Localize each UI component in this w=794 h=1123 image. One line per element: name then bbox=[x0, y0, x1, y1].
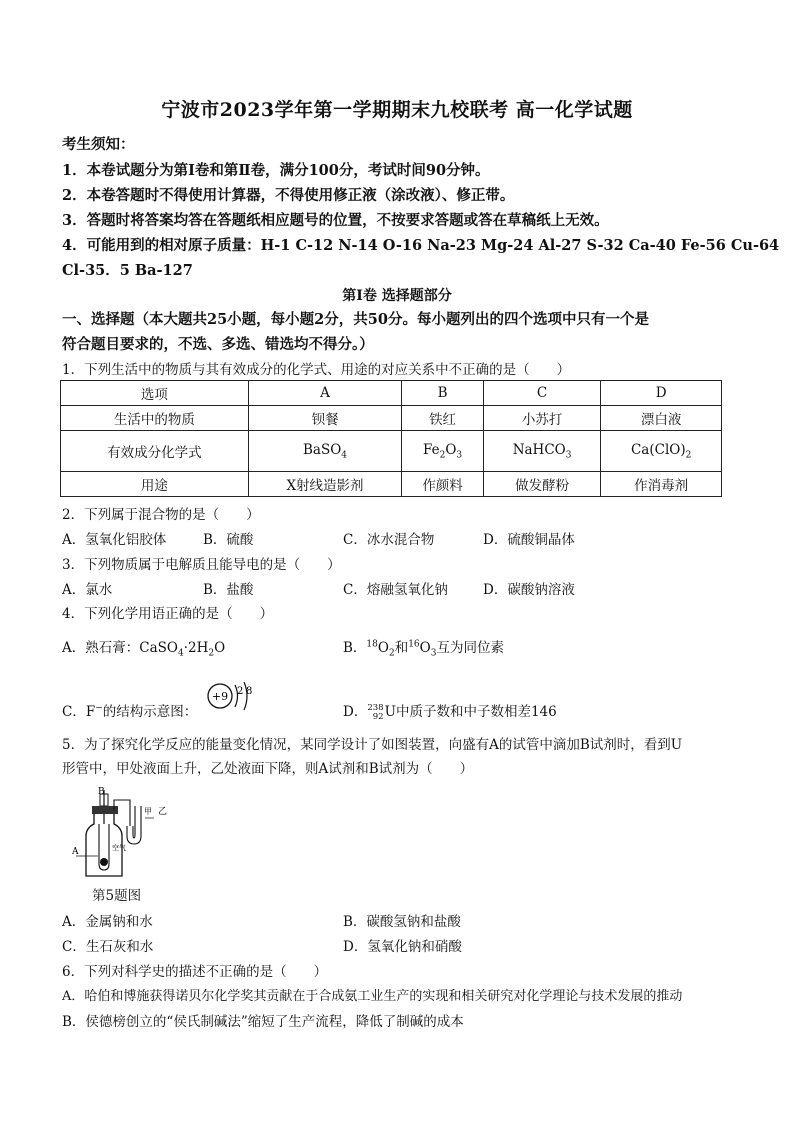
q2-option-b[interactable]: B．硫酸 bbox=[203, 532, 254, 548]
table-cell: C bbox=[483, 381, 600, 406]
q3-option-b[interactable]: B．盐酸 bbox=[203, 582, 254, 598]
q5-figure-caption: 第5题图 bbox=[92, 888, 142, 904]
table-row bbox=[61, 406, 722, 431]
table-row bbox=[61, 472, 722, 497]
q4-option-d[interactable]: D． 238 92 U中质子数和中子数相差146 bbox=[343, 702, 557, 722]
table-cell: A bbox=[248, 381, 402, 406]
q3-stem: 3．下列物质属于电解质且能导电的是（ ） bbox=[62, 557, 341, 573]
q6-option-a[interactable]: A．哈伯和博施获得诺贝尔化学奖其贡献在于合成氨工业生产的实现和相关研究对化学理论与技术发展的推动 bbox=[62, 989, 683, 1004]
table-cell: X射线造影剂 bbox=[248, 472, 402, 497]
q2-option-a[interactable]: A．氢氧化铝胶体 bbox=[62, 532, 167, 548]
nucleus-label: +9 bbox=[211, 690, 229, 703]
q3-option-d[interactable]: D．碳酸钠溶液 bbox=[483, 582, 575, 598]
q5-stem-line1: 5．为了探究化学反应的能量变化情况，某同学设计了如图装置，向盛有A的试管中滴加B试剂时，看到U bbox=[62, 737, 683, 753]
q2-option-d[interactable]: D．硫酸铜晶体 bbox=[483, 532, 575, 548]
label-air: 空气 bbox=[112, 844, 126, 852]
label-b: B bbox=[98, 787, 105, 797]
notice-item-4: 4．可能用到的相对原子质量：H-1 C-12 N-14 O-16 Na-23 Mg-24 Al-27 S-32 Ca-40 Fe-56 Cu-64 bbox=[62, 237, 780, 254]
table-cell: 有效成分化学式 bbox=[61, 431, 249, 472]
formula-cell-d: $Ca(ClO)_2$ bbox=[601, 431, 722, 472]
table-cell: 用途 bbox=[61, 472, 249, 497]
table-cell: 作消毒剂 bbox=[601, 472, 722, 497]
table-row bbox=[61, 431, 722, 472]
table-cell: D bbox=[601, 381, 722, 406]
shell-1-count: 2 bbox=[237, 686, 244, 697]
notice-item-2: 2．本卷答题时不得使用计算器，不得使用修正液（涂改液）、修正带。 bbox=[62, 187, 515, 204]
notice-item-1: 1．本卷试题分为第Ⅰ卷和第Ⅱ卷，满分100分，考试时间90分钟。 bbox=[62, 162, 490, 179]
part1-instructions-line1: 一、选择题（本大题共25小题，每小题2分，共50分。每小题列出的四个选项中只有一个是 bbox=[62, 311, 649, 328]
q5-stem-line2: 形管中，甲处液面上升，乙处液面下降，则A试剂和B试剂为（ ） bbox=[62, 761, 474, 777]
table-cell: 小苏打 bbox=[483, 406, 600, 431]
q3-option-c[interactable]: C．熔融氢氧化钠 bbox=[343, 582, 448, 598]
fluoride-ion-structure-diagram bbox=[204, 677, 256, 717]
q3-option-a[interactable]: A．氯水 bbox=[62, 582, 113, 598]
label-jia: 甲 bbox=[144, 807, 152, 816]
part1-instructions-line2: 符合题目要求的，不选、多选、错选均不得分。） bbox=[62, 336, 374, 353]
label-a: A bbox=[72, 847, 79, 857]
q5-apparatus-figure bbox=[72, 784, 182, 884]
q5-option-d[interactable]: D．氢氧化钠和硝酸 bbox=[343, 939, 462, 955]
q2-option-c[interactable]: C．冰水混合物 bbox=[343, 532, 435, 548]
q6-stem: 6．下列对科学史的描述不正确的是（ ） bbox=[62, 964, 328, 980]
formula-cell-a: BaSO$_4$ bbox=[248, 431, 402, 472]
table-cell: 钡餐 bbox=[248, 406, 402, 431]
formula-cell-c: NaHCO$_3$ bbox=[483, 431, 600, 472]
label-yi: 乙 bbox=[158, 807, 168, 817]
q1-stem: 1．下列生活中的物质与其有效成分的化学式、用途的对应关系中不正确的是（ ） bbox=[62, 362, 571, 378]
formula-cell-b: $Fe_2O_3$ bbox=[402, 431, 484, 472]
table-row bbox=[61, 381, 722, 406]
table-cell: 铁红 bbox=[402, 406, 484, 431]
table-cell: 漂白液 bbox=[601, 406, 722, 431]
table-cell: 选项 bbox=[61, 381, 249, 406]
table-cell: 做发酵粉 bbox=[483, 472, 600, 497]
notice-heading: 考生须知： bbox=[62, 136, 135, 153]
table-cell: B bbox=[402, 381, 484, 406]
q4-option-b[interactable]: B．$^{18}O_2$和$^{16}O_3$互为同位素 bbox=[343, 639, 504, 659]
q4-option-a[interactable]: A．熟石膏：$CaSO_4\cdot 2H_2O$ bbox=[62, 640, 226, 659]
table-cell: 作颜料 bbox=[402, 472, 484, 497]
page-title: 宁波市2023学年第一学期期末九校联考 高一化学试题 bbox=[161, 99, 633, 121]
q2-stem: 2．下列属于混合物的是（ ） bbox=[62, 507, 260, 523]
q5-option-a[interactable]: A．金属钠和水 bbox=[62, 914, 153, 930]
q6-option-b[interactable]: B．侯德榜创立的“侯氏制碱法”缩短了生产流程，降低了制碱的成本 bbox=[62, 1014, 464, 1030]
q1-table bbox=[60, 380, 722, 497]
q5-option-c[interactable]: C．生石灰和水 bbox=[62, 939, 154, 955]
shell-2-count: 8 bbox=[246, 686, 253, 697]
q5-option-b[interactable]: B．碳酸氢钠和盐酸 bbox=[343, 914, 461, 930]
table-cell: 生活中的物质 bbox=[61, 406, 249, 431]
notice-item-4-cont: Cl-35．5 Ba-127 bbox=[62, 262, 193, 279]
q4-stem: 4．下列化学用语正确的是（ ） bbox=[62, 606, 274, 622]
notice-item-3: 3．答题时将答案均答在答题纸相应题号的位置，不按要求答题或答在草稿纸上无效。 bbox=[62, 212, 609, 229]
section-title: 第Ⅰ卷 选择题部分 bbox=[342, 288, 452, 304]
q4-option-c[interactable]: C．F−的结构示意图： bbox=[62, 703, 198, 720]
